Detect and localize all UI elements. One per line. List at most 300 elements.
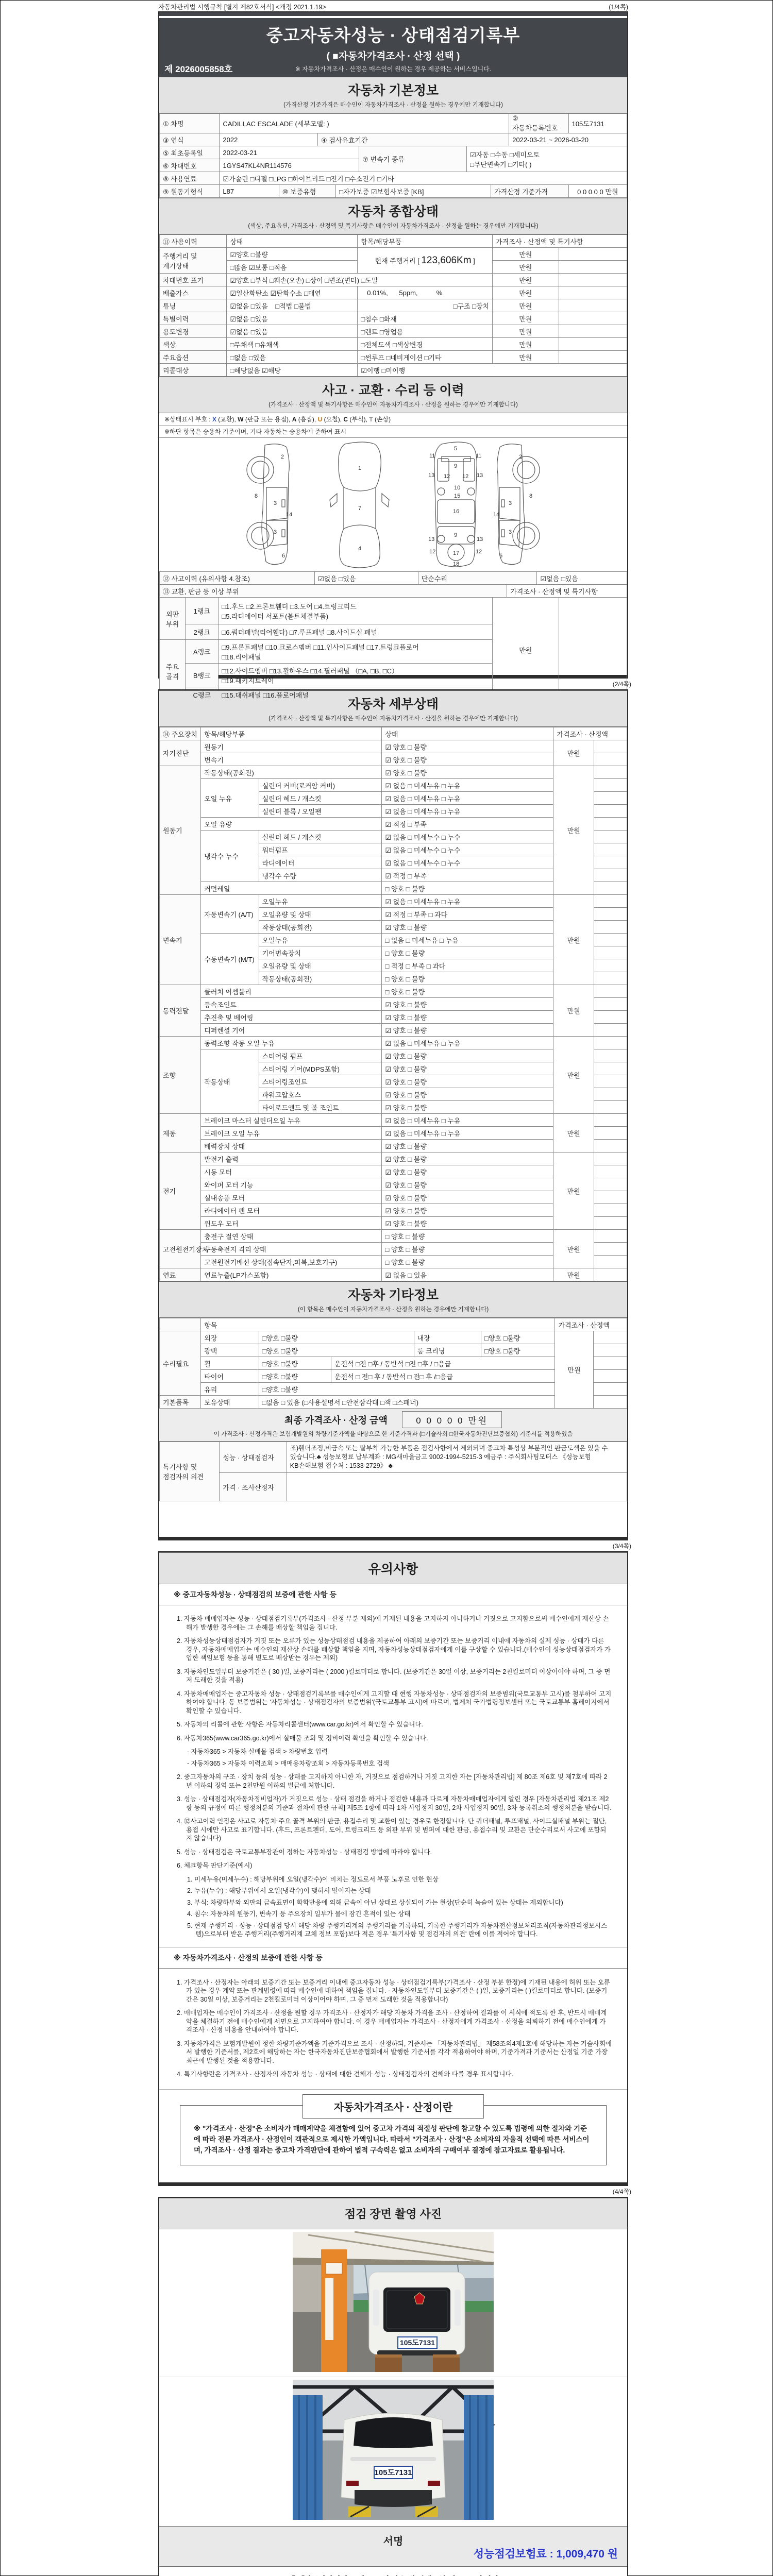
detail-item: 라디에이터 팬 모터 [201,1204,382,1217]
page-2 [158,689,628,1540]
summary-header [159,198,627,234]
appraiser-opinion [287,1473,627,1501]
vin-value: 1GYS47KL4NR114576 [220,159,359,172]
misc-col-price: 가격조사 · 산정액 [555,1318,627,1331]
detail-note [594,1011,627,1024]
opinion-label: 특기사항 및 점검자의 의견 [160,1442,220,1501]
room-cleaning-state: □양호 □불량 [481,1344,555,1357]
summary-title: 자동차 종합상태 [348,205,439,219]
tuning-kind: □구조 □장치 [358,299,493,312]
detail-note [594,753,627,766]
summary-col-state: 상태 [227,235,358,248]
glass-state: □양호 □불량 [259,1383,555,1396]
hold-state-value: □없음 □ 있음 (□사용설명서 □안전삼각대 □잭 □스패너) [259,1396,555,1409]
mileage-suffix: ] [473,257,475,265]
detail-state: ☑ 양호 □ 불량 [382,753,553,766]
notice-subitem: 2. 누유(누수) : 해당부위에서 오일(냉각수)이 맺혀서 떨어지는 상태 [187,1887,371,1894]
state-code-note2: ※하단 항목은 승용차 기준이며, 기타 자동차는 승용차에 준하여 표시 [159,426,627,438]
mileage-price-2: 만원 [493,261,559,274]
rankC-items: □15.대쉬패널 □16.플로어패널 [219,687,493,703]
color-note [559,338,627,351]
tuning-price: 만원 [493,299,559,312]
notice-item: 5. 성능 · 상태점검은 국토교통부장관이 정하는 자동차성능 · 상태점검 방법에 따라야 합니다. [177,1848,432,1856]
mileage-label: 주행거리 및 계기상태 [160,248,227,274]
detail-state: ☑ 양호 □ 불량 [382,1062,553,1075]
photo-title: 점검 장면 촬영 사진 [344,2208,442,2221]
legend-cc: C [343,416,348,423]
recall-parts: ☑이행 □미이행 [358,364,627,377]
detail-state: ☑ 없음 □ 미세누수 □ 누수 [382,856,553,869]
photo-header [159,2198,627,2229]
detail-note [594,1230,627,1243]
svg-text:18: 18 [453,561,460,567]
detail-table [159,727,627,1281]
usage-change-state: ☑없음 □있음 [227,325,358,338]
mileage-state-2: □많음 ☑보통 □적음 [227,261,358,274]
recall-state: □해당없음 ☑해당 [227,364,358,377]
detail-note [594,792,627,805]
detail-item: 디퍼렌셜 기어 [201,1024,382,1037]
detail-note [594,998,627,1011]
signature-label: 서명 [383,2536,404,2547]
transmission-options [466,146,627,172]
detail-state: ☑ 없음 □ 미세누유 □ 누유 [382,805,553,818]
detail-note [594,1178,627,1191]
vin-label: ⑥ 차대번호 [160,159,220,172]
svg-text:13: 13 [477,536,483,543]
detail-subitem: 오일누유 [259,934,382,946]
photo-rear-svg [293,2380,494,2520]
wheel-detail: 운전석 □전 □후 / 동반석 □전 □후 / □응급 [331,1357,555,1370]
detail-note [594,1256,627,1268]
group-high-voltage: 고전원전기장치 [160,1230,201,1268]
legend-e: (부식), [348,416,369,423]
notice-title: 유의사항 [368,1562,418,1577]
accident-history-state: ☑없음 □있음 [314,572,418,585]
legend-w: W [238,416,244,423]
detail-state: ☑ 없음 □ 미세누수 □ 누수 [382,843,553,856]
special-history-price: 만원 [493,312,559,325]
misc-note [593,1357,627,1370]
detail-note [594,856,627,869]
notice-subitem: - 자동차365 > 자동차 실매물 검색 > 차량번호 입력 [187,1748,328,1755]
detail-item: 클러치 어셈블리 [201,985,382,998]
final-price-value: 0 0 0 0 0 만원 [402,1411,502,1428]
detail-note [594,895,627,908]
detail-state: ☑ 양호 □ 불량 [382,1204,553,1217]
detail-item: 시동 모터 [201,1165,382,1178]
detail-note [594,934,627,946]
svg-text:4: 4 [358,546,362,552]
detail-item: 동력조향 작동 오일 누유 [201,1037,382,1049]
exterior-label: 외장 [201,1331,259,1344]
detail-item: 발전기 출력 [201,1153,382,1165]
powertrain-price: 만원 [553,985,594,1037]
legend-aa: A [292,416,297,423]
detail-state: □ 양호 □ 불량 [382,882,553,895]
svg-text:1: 1 [358,465,362,471]
detail-item: 오일 유량 [201,818,382,831]
rank2-items: □6.쿼더패널(리어휀다) □7.루프패널 □8.사이드실 패널 [219,624,493,640]
svg-text:6: 6 [282,553,285,559]
detail-note [594,869,627,882]
simple-repair-label: 단순수리 [418,572,537,585]
detail-state: ☑ 없음 □ 미세누유 □ 누유 [382,1127,553,1140]
notice-item: 2. 자동차성능상태점검자가 거짓 또는 오류가 있는 성능상태점검 내용을 제공하여 아래의 보증기간 또는 보증거리 이내에 자동차의 실제 성능 · 상태가 다른 경우, 자동차매매업자는 매수인의 재산상 손해를 배상할 책임을 지며, 자동차성능상태점검자에게 이를 구상할 수 있습니다.(매수인이 성능상태점검자가 가입한 책임보험 등을 통해 별도로 배상받는 경우는 제외) [177,1637,611,1662]
detail-subitem: 오일누유 [259,895,382,908]
detail-state: □ 적정 □ 부족 □ 과다 [382,959,553,972]
emission-label: 배출가스 [160,286,227,299]
misc-note [593,1344,627,1357]
notice-item: 2. 중고자동차의 구조 · 장치 등의 성능 · 상태를 고지하지 아니한 자, 거짓으로 점검하거나 거짓 고지한 자는 [자동차관리법] 제 80조 제6호 및 제7호에 따라 2년 이하의 징역 또는 2천만원 이하의 벌금에 처합니다. [177,1773,608,1789]
detail-col-device: ⑭ 주요장치 [160,727,201,740]
detail-state: □ 양호 □ 불량 [382,1230,553,1243]
steering-price: 만원 [553,1037,594,1114]
svg-text:11: 11 [429,453,435,459]
document-title: 중고자동차성능 · 상태점검기록부 [266,26,520,45]
final-price-block [159,1409,627,1442]
fuel-price: 만원 [553,1268,594,1281]
svg-text:16: 16 [453,509,460,515]
emission-values [358,286,493,299]
tuning-legal: □적법 □불법 [275,302,311,310]
detail-note [594,1101,627,1114]
detail-subitem: 오일유량 및 상태 [259,908,382,921]
base-price-label: 가격산정 기준가격 [491,185,568,198]
misc-note [593,1396,627,1409]
detail-note [594,1217,627,1230]
car-name-label: ① 차명 [160,114,220,133]
group-steering: 조향 [160,1037,201,1114]
page-marker-4: (4/4쪽) [612,2188,631,2195]
svg-text:12: 12 [476,549,482,555]
notice-subitem: - 자동차365 > 자동차 이력조회 > 매매용차량조회 > 자동차등록번호 검색 [187,1759,390,1767]
license-plate-front: 105도7131 [399,2338,435,2347]
inspector-opinion: 조)휀더조정,비금속 또는 탈부착 가능한 부품은 점검사항에서 제외되며 중고차 특성상 부분적인 판금도색은 있을 수 있습니다.♣ 성능보험료 납부계좌 : MG새마을금고 9002-1994-5215-3 예금주 : 주식회사팀모터스 《성능보험 KB손해보험 접수처 : 1533-2729》 ♣ [287,1442,627,1473]
polish-state: □양호 □불량 [259,1344,414,1357]
tuning-exist: ☑없음 □있음 [230,302,268,310]
history-header [159,377,627,413]
wheel-state: □양호 □불량 [259,1357,331,1370]
definition-box-title: 자동차가격조사 · 산정이란 [303,2094,484,2119]
exchange-price-label: 가격조사 · 산정액 및 특기사항 [507,585,627,598]
warranty-type-options: □자가보증 ☑보험사보증 [KB] [336,185,491,198]
rank1-items [219,598,493,624]
detail-subitem: 워터펌프 [259,843,382,856]
svg-text:13: 13 [477,472,483,479]
detail-state: ☑ 없음 □ 미세누수 □ 누수 [382,831,553,843]
notice-item: 1. 자동차 매매업자는 성능 · 상태점검기록부(가격조사 · 산정 부분 제외)에 기재된 내용을 고지하지 아니하거나 거짓으로 고지함으로써 매수인에게 재산상 손해가 발생한 경우에는 그 손해를 배상할 책임을 집니다. [177,1615,609,1631]
notice-item: 3. 자동차가격은 보험개발원이 정한 차량기준가액을 기준가격으로 조사 · 산정하되, 기준서는 「자동차관리법」 제58조의4제1호에 해당하는 자는 기술사회에서 발행한 기준서를, 제2호에 해당하는 자는 한국자동차진단보증협회에서 발행한 기준서를 각각 적용하여야 하며, 기준가격과 기준서는 산정일 기준 가장 최근에 발행된 것을 적용합니다. [177,2040,612,2064]
subgroup-coolant: 냉각수 누수 [201,831,259,882]
rankA-line1: □9.프론트패널 □10.크로스멤버 □11.인사이드패널 □17.트렁크플로어 [222,643,419,651]
detail-item: 충전구 절연 상태 [201,1230,382,1243]
legend-head: ※상태표시 부호 : [164,416,212,423]
subgroup-at: 자동변속기 (A/T) [201,895,259,934]
subgroup-steer-work: 작동상태 [201,1049,259,1114]
svg-text:13: 13 [428,472,435,479]
group-transmission: 변속기 [160,895,201,985]
detail-subitem: 실린더 헤드 / 개스킷 [259,831,382,843]
performance-insurance-fee: 성능점검보험료 : 1,009,470 원 [473,2548,618,2560]
basic-info-subtitle: (가격산정 기준가격은 매수인이 자동차가격조사 · 산정을 원하는 경우에만 기재합니다) [283,102,503,108]
current-mileage [358,248,493,274]
final-price-note: 이 가격조사 · 산정가격은 보험개발원의 차량기준가액을 바탕으로 한 기준가격과 (□기술사회 □한국자동차진단보증협회) 기준서를 적용하였음 [213,1431,573,1437]
detail-col-price: 가격조사 · 산정액 [553,727,627,740]
detail-state: ☑ 없음 □ 미세누유 □ 누유 [382,1114,553,1127]
legend-c: (흠집), [296,416,318,423]
group-brake: 제동 [160,1114,201,1153]
detail-state: □ 양호 □ 불량 [382,946,553,959]
emission-price: 만원 [493,286,559,299]
detail-state: ☑ 양호 □ 불량 [382,1178,553,1191]
notice-header [159,1552,627,1584]
detail-col-state: 상태 [382,727,553,740]
detail-state: ☑ 양호 □ 불량 [382,1088,553,1101]
misc-header [159,1281,627,1318]
polish-label: 광택 [201,1344,259,1357]
detail-note [594,1165,627,1178]
detail-item: 실내송풍 모터 [201,1191,382,1204]
subgroup-oil-leak: 오일 누유 [201,779,259,818]
rankC-label: C랭크 [186,687,219,703]
exchange-header-row [159,584,627,598]
legend-d: (요철), [322,416,344,423]
inspection-period-label: ④ 검사유효기간 [318,133,509,146]
detail-item: 작동상태(공회전) [201,766,382,779]
svg-text:2: 2 [519,454,523,460]
first-reg-label: ⑤ 최초등록일 [160,146,220,159]
detail-subitem: 작동상태(공회전) [259,921,382,934]
svg-text:11: 11 [476,453,482,459]
high-voltage-price: 만원 [553,1230,594,1268]
legend-a: (교환), [216,416,238,423]
detail-subitem: 기어변속장치 [259,946,382,959]
detail-item: 연료누출(LP가스포함) [201,1268,382,1281]
svg-text:10: 10 [454,485,461,491]
main-option-state: □없음 □있음 [227,351,358,364]
svg-text:17: 17 [453,550,460,556]
summary-table [159,234,627,377]
notice-item: 6. 체크항목 판단기준(예시) [177,1862,253,1869]
reg-no-label: ② 자동차등록번호 [509,114,568,133]
legend-x: X [212,416,216,423]
tire-state: □양호 □불량 [259,1370,331,1383]
detail-item: 원동기 [201,740,382,753]
detail-note [594,1140,627,1153]
detail-state: ☑ 양호 □ 불량 [382,1153,553,1165]
mileage-price-1: 만원 [493,248,559,261]
svg-text:7: 7 [358,505,362,512]
detail-note [594,779,627,792]
detail-note [594,972,627,985]
basic-info-header [159,77,627,113]
special-history-parts: □침수 □화재 [358,312,493,325]
detail-subitem: 스티어링조인트 [259,1075,382,1088]
base-price-value: 0 0 0 0 0 만원 [568,185,627,198]
vin-mark-label: 차대번호 표기 [160,274,227,286]
main-option-parts: □썬루프 □네비게이션 □기타 [358,351,493,364]
detail-subtitle: (가격조사 · 산정액 및 특기사항은 매수인이 자동차가격조사 · 산정을 원하는 경우에만 기재합니다) [268,716,518,722]
detail-note [594,985,627,998]
usage-change-note [559,325,627,338]
detail-state: ☑ 양호 □ 불량 [382,1191,553,1204]
electric-price: 만원 [553,1153,594,1230]
group-engine: 원동기 [160,766,201,895]
rank-price: 만원 [493,598,559,703]
transmission-options-line2: □무단변속기 □기타( ) [469,160,532,168]
mileage-note-1 [559,248,627,261]
glass-label: 유리 [201,1383,259,1396]
definition-box-text: ※ "가격조사 · 산정"은 소비자가 매매계약을 체결함에 있어 중고차 가격의 적절성 판단에 참고할 수 있도록 법령에 의한 절차와 기준에 따라 전문 가격조사 · 산정인이 객관적으로 제시한 가액입니다. 따라서 "가격조사 · 산정"은 소비자의 자율적 선택에 따른 서비스이며, 가격조사 · 산정 결과는 중고차 가격판단에 관하여 법적 구속력은 없고 소비자의 구매여부 결정에 참고자료로 활용됩니다. [194,2124,590,2154]
detail-state: ☑ 양호 □ 불량 [382,1024,553,1037]
detail-note [594,1024,627,1037]
basic-items-label: 기본품목 [160,1396,201,1409]
emission-co: 0.01%, [367,289,388,297]
misc-subtitle: (이 항목은 매수인이 자동차가격조사 · 산정을 원하는 경우에만 기재합니다) [297,1307,489,1313]
detail-subitem: 실린더 헤드 / 개스킷 [259,792,382,805]
summary-col-price: 가격조사 · 산정액 및 특기사항 [493,235,627,248]
engine-type-value: L87 [220,185,279,198]
svg-text:3: 3 [274,529,277,535]
detail-subitem: 스티어링 펌프 [259,1049,382,1062]
photo-rear [159,2379,627,2524]
form-reference: 자동차관리법 시행규칙 [별지 제82호서식] <개정 2021.1.19> [158,4,326,11]
appraiser-label: 가격 · 조사산정자 [220,1473,287,1501]
svg-text:14: 14 [493,512,500,518]
svg-text:3: 3 [509,529,512,535]
notice-item: 4. 특기사항란은 가격조사 · 산정자의 자동차 성능 · 상태에 대한 견해가 성능 · 상태점검자의 견해와 다를 경우 표시합니다. [177,2071,513,2078]
emission-state: ☑일산화탄소 ☑탄화수소 □매연 [227,286,358,299]
confirmation-line1 [159,2574,627,2576]
basic-info-table-1 [159,113,627,146]
misc-note [593,1370,627,1383]
reg-no-value: 105도7131 [568,114,627,133]
rankA-line2: □18.리어패널 [222,653,261,661]
legend-t: T [369,416,373,423]
group-fuel: 연료 [160,1268,201,1281]
detail-state: □ 없음 □ 미세누유 □ 누유 [382,934,553,946]
detail-note [594,766,627,779]
detail-item: 구동축전지 격리 상태 [201,1243,382,1256]
color-parts: □전체도색 □색상변경 [358,338,493,351]
model-year-label: ③ 연식 [160,133,220,146]
detail-state: ☑ 양호 □ 불량 [382,1011,553,1024]
detail-state: □ 양호 □ 불량 [382,972,553,985]
detail-state: □ 양호 □ 불량 [382,1243,553,1256]
svg-text:13: 13 [428,536,435,543]
main-option-price: 만원 [493,351,559,364]
rankB-line2: □19.패키지트레이 [222,676,274,685]
tire-label: 타이어 [201,1370,259,1383]
mileage-prefix: 현재 주행거리 [ [375,257,419,265]
misc-col-item: 항목 [201,1318,555,1331]
notice-item: 5. 자동차의 리콜에 관한 사항은 자동차리콜센터(www.car.go.kr)에서 확인할 수 있습니다. [177,1721,423,1728]
summary-col-parts: 항목/해당부품 [358,235,493,248]
detail-state: ☑ 양호 □ 불량 [382,998,553,1011]
transmission-label: ⑦ 변속기 종류 [359,146,467,172]
detail-note [594,1037,627,1049]
detail-subitem: 라디에이터 [259,856,382,869]
detail-subitem: 작동상태(공회전) [259,972,382,985]
hold-state-label: 보유상태 [201,1396,259,1409]
svg-text:8: 8 [529,493,533,499]
detail-note [594,1088,627,1101]
detail-subitem: 실린더 커버(로커암 커버) [259,779,382,792]
notice-sec1-items [159,1605,627,1947]
emission-note [559,286,627,299]
detail-item: 추진축 및 베어링 [201,1011,382,1024]
detail-note [594,921,627,934]
detail-note [594,1075,627,1088]
usage-change-label: 용도변경 [160,325,227,338]
car-diagram-svg [159,438,627,569]
history-title: 사고 · 교환 · 수리 등 이력 [322,383,464,398]
svg-text:12: 12 [429,549,436,555]
usage-change-price: 만원 [493,325,559,338]
tuning-label: 튜닝 [160,299,227,312]
history-subtitle: (가격조사 · 산정액 및 특기사항은 매수인이 자동차가격조사 · 산정을 원하는 경우에만 기재합니다) [268,402,518,408]
form-meta [158,2,628,11]
final-price-label: 최종 가격조사 · 산정 금액 [284,1415,388,1426]
special-history-label: 특별이력 [160,312,227,325]
exchange-label: ⑬ 교환, 판금 등 이상 부위 [160,585,507,598]
basic-info-table-3 [159,172,627,198]
detail-note [594,959,627,972]
group-electric: 전기 [160,1153,201,1230]
detail-note [594,740,627,753]
rank1-line2: □5.라디에이터 서포트(볼트체결부품) [222,612,329,620]
rank1-label: 1랭크 [186,598,219,624]
detail-item: 브레이크 마스터 실린더오일 누유 [201,1114,382,1127]
detail-subitem: 냉각수 수량 [259,869,382,882]
price-survey-definition-box [180,2102,607,2165]
notice-item: 3. 자동차인도일부터 보증기간은 ( 30 )일, 보증거리는 ( 2000 )킬로미터로 합니다. (보증기간은 30일 이상, 보증거리는 2천킬로미터 이상이어야 하며, 그 중 먼저 도래한 것을 적용) [177,1668,611,1684]
detail-note [594,1062,627,1075]
detail-item: 와이퍼 모터 기능 [201,1178,382,1191]
vin-mark-note [559,274,627,286]
detail-item: 브레이크 오일 누유 [201,1127,382,1140]
rankB-label: B랭크 [186,664,219,687]
page-3 [158,1551,628,2186]
inspector-label: 성능 · 상태점검자 [220,1442,287,1473]
detail-item: 고전원전기배선 상태(접속단자,피복,보호기구) [201,1256,382,1268]
group-selfdiag: 자기진단 [160,740,201,766]
detail-note [594,1243,627,1256]
detail-subitem: 실린더 블록 / 오일팬 [259,805,382,818]
detail-item: 등속조인트 [201,998,382,1011]
detail-state: ☑ 양호 □ 불량 [382,1075,553,1088]
detail-state: □ 양호 □ 불량 [382,1256,553,1268]
rankA-items [219,640,493,664]
detail-subitem: 스티어링 기어(MDPS포함) [259,1062,382,1075]
detail-note [594,805,627,818]
price-survey-note: ※ 자동차가격조사 · 산정은 매수인이 원하는 경우 제공하는 서비스입니다. [295,65,492,73]
notice-subitem: 4. 침수: 자동차의 원동기, 변속기 등 주요장치 일부가 물에 잠긴 흔적이 있는 상태 [187,1910,411,1918]
fuel-options: ☑가솔린 □디젤 □LPG □하이브리드 □전기 □수소전기 □기타 [220,172,627,185]
main-option-note [559,351,627,364]
detail-note [594,818,627,831]
detail-note [594,908,627,921]
interior-label: 내장 [414,1331,481,1344]
rank2-label: 2랭크 [186,624,219,640]
basic-info-title: 자동차 기본정보 [348,83,439,98]
model-year-value: 2022 [220,133,318,146]
state-code-legend [159,413,627,426]
group-powertrain: 동력전달 [160,985,201,1037]
detail-state: ☑ 적정 □ 부족 □ 과다 [382,908,553,921]
notice-item: 2. 매매업자는 매수인이 가격조사 · 산정을 원할 경우 가격조사 · 산정자가 해당 자동차 가격을 조사 · 산정하여 결과를 이 서식에 적도록 한 후, 반드시 매매계약을 체결하기 전에 매수인에게 서면으로 고지하여야 합니다. 이 경우 매매업자는 가격조사 · 산정자에게 가격조사 · 산정을 의뢰하기 전에 매수인에게 가격조사 · 산정 비용을 안내하여야 합니다. [177,2009,607,2033]
